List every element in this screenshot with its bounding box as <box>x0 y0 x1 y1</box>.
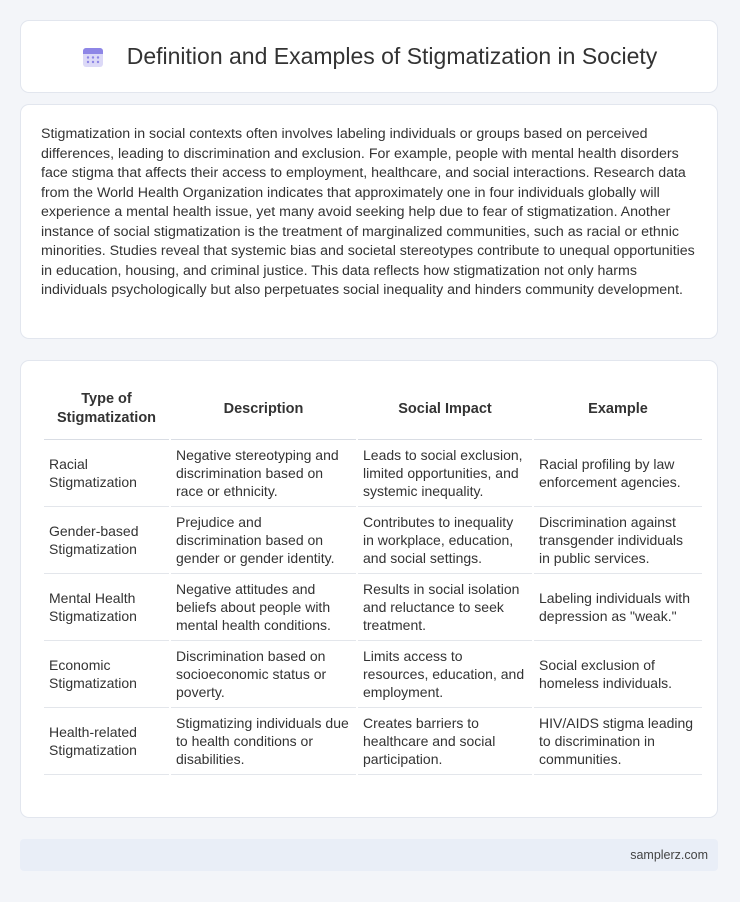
intro-card <box>20 104 718 339</box>
cell-description: Prejudice and discrimination based on gender or gender identity. <box>171 507 356 574</box>
cell-example: Discrimination against transgender individuals in public services. <box>534 507 702 574</box>
header-type: Type of Stigmatization <box>44 379 169 440</box>
page-title: Definition and Examples of Stigmatization in Society <box>126 43 658 69</box>
footer-site-link[interactable]: samplerz.com <box>630 848 708 862</box>
intro-paragraph: Stigmatization in social contexts often involves labeling individuals or groups based on perceived differences, leading to discrimination and exclusion. For example, people with mental health disorders face stigma that affects their access to employment, healthcare, and social interactions. Research data from the World Health Organization indicates that approximately one in four individuals globally will experience a mental health issue, yet many avoid seeking help due to fear of stigmatization. Another instance of social stigmatization is the treatment of marginalized communities, such as racial or ethnic minorities. Studies reveal that systemic bias and societal stereotypes contribute to unequal opportunities in education, housing, and criminal justice. This data reflects how stigmatization not only harms individuals psychologically but also perpetuates social inequality and hinders community development. <box>41 126 695 298</box>
table-header-row <box>44 379 702 440</box>
cell-social-impact: Results in social isolation and reluctance to seek treatment. <box>358 574 532 641</box>
cell-example: Social exclusion of homeless individuals. <box>534 641 702 708</box>
table-row <box>44 440 702 507</box>
footer-bar <box>20 839 718 871</box>
stigmatization-table <box>42 379 704 775</box>
cell-description: Negative attitudes and beliefs about people with mental health conditions. <box>171 574 356 641</box>
cell-social-impact: Contributes to inequality in workplace, education, and social settings. <box>358 507 532 574</box>
cell-type: Economic Stigmatization <box>44 641 169 708</box>
table-row <box>44 708 702 775</box>
table-row <box>44 574 702 641</box>
header-card <box>20 20 718 93</box>
table-row <box>44 507 702 574</box>
cell-example: Labeling individuals with depression as "weak." <box>534 574 702 641</box>
cell-social-impact: Limits access to resources, education, and employment. <box>358 641 532 708</box>
cell-example: HIV/AIDS stigma leading to discrimination in communities. <box>534 708 702 775</box>
calendar-icon <box>81 45 105 69</box>
cell-type: Gender-based Stigmatization <box>44 507 169 574</box>
cell-description: Discrimination based on socioeconomic status or poverty. <box>171 641 356 708</box>
cell-social-impact: Creates barriers to healthcare and social participation. <box>358 708 532 775</box>
cell-description: Stigmatizing individuals due to health conditions or disabilities. <box>171 708 356 775</box>
cell-example: Racial profiling by law enforcement agencies. <box>534 440 702 507</box>
table-row <box>44 641 702 708</box>
cell-type: Racial Stigmatization <box>44 440 169 507</box>
cell-type: Mental Health Stigmatization <box>44 574 169 641</box>
cell-social-impact: Leads to social exclusion, limited opportunities, and systemic inequality. <box>358 440 532 507</box>
header-social-impact: Social Impact <box>358 379 532 440</box>
header-example: Example <box>534 379 702 440</box>
table-card <box>20 360 718 818</box>
cell-type: Health-related Stigmatization <box>44 708 169 775</box>
cell-description: Negative stereotyping and discrimination based on race or ethnicity. <box>171 440 356 507</box>
header-description: Description <box>171 379 356 440</box>
